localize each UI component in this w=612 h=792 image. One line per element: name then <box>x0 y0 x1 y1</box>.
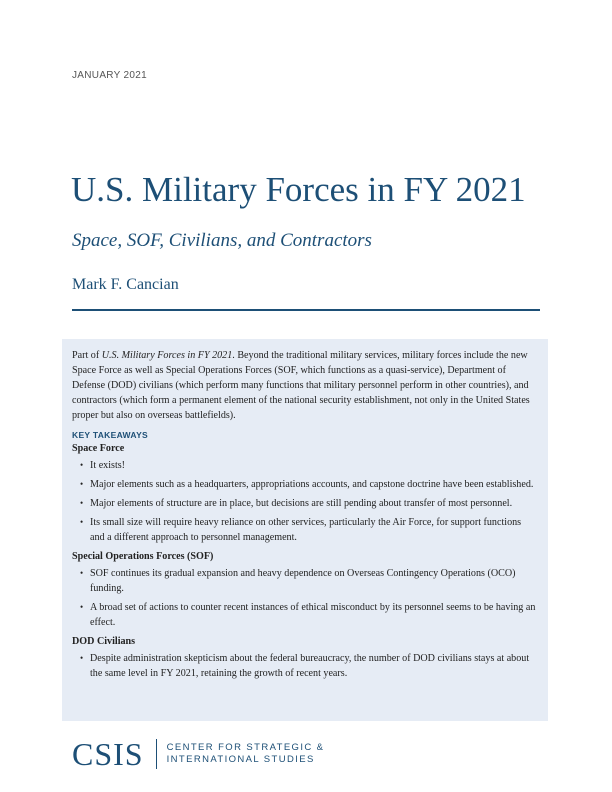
section-heading-dod-civilians: DOD Civilians <box>72 636 136 647</box>
list-item: • It exists! <box>72 458 538 473</box>
list-item: • Major elements of structure are in place, but decisions are still pending about transfer of most personnel. <box>72 496 538 511</box>
author-name: Mark F. Cancian <box>72 276 179 293</box>
list-item: • SOF continues its gradual expansion and heavy dependence on Overseas Contingency Operations (OCO) funding. <box>72 566 538 596</box>
section-heading-space-force: Space Force <box>72 443 125 454</box>
dod-civilians-list <box>72 651 538 681</box>
title-divider <box>72 309 540 311</box>
summary-box <box>62 339 548 721</box>
sof-list <box>72 566 538 630</box>
org-name: CENTER FOR STRATEGIC & INTERNATIONAL STUDIES <box>166 742 325 765</box>
key-takeaways-label: KEY TAKEAWAYS <box>72 430 149 440</box>
intro-paragraph: Part of U.S. Military Forces in FY 2021. Beyond the traditional military services, military forces include the new Space Force as well as Special Operations Forces (SOF, which functions as a quasi-service), Department of Defense (DOD) civilians (which perform many functions that military personnel perform in other countries), and contractors (which form a permanent element of the national security establishment, not only in the United States proper but also on overseas battlefields). <box>72 350 530 421</box>
report-title: U.S. Military Forces in FY 2021 <box>71 170 526 209</box>
csis-logo <box>72 737 324 771</box>
list-item: • Its small size will require heavy reliance on other services, particularly the Air Force, for support functions and a different approach to personnel management. <box>72 515 538 545</box>
list-item: • Major elements such as a headquarters, appropriations accounts, and capstone doctrine have been established. <box>72 477 538 492</box>
list-item: • A broad set of actions to counter recent instances of ethical misconduct by its personnel seems to be having an effect. <box>72 600 538 630</box>
logo-wordmark: CSIS <box>72 736 144 772</box>
publication-date: JANUARY 2021 <box>72 70 147 81</box>
logo-divider <box>156 739 157 769</box>
series-title: U.S. Military Forces in FY 2021 <box>101 350 233 361</box>
report-subtitle: Space, SOF, Civilians, and Contractors <box>72 230 372 251</box>
section-heading-sof: Special Operations Forces (SOF) <box>72 551 214 562</box>
list-item: • Despite administration skepticism about the federal bureaucracy, the number of DOD civilians stays at about the same level in FY 2021, retaining the growth of recent years. <box>72 651 538 681</box>
space-force-list <box>72 458 538 545</box>
